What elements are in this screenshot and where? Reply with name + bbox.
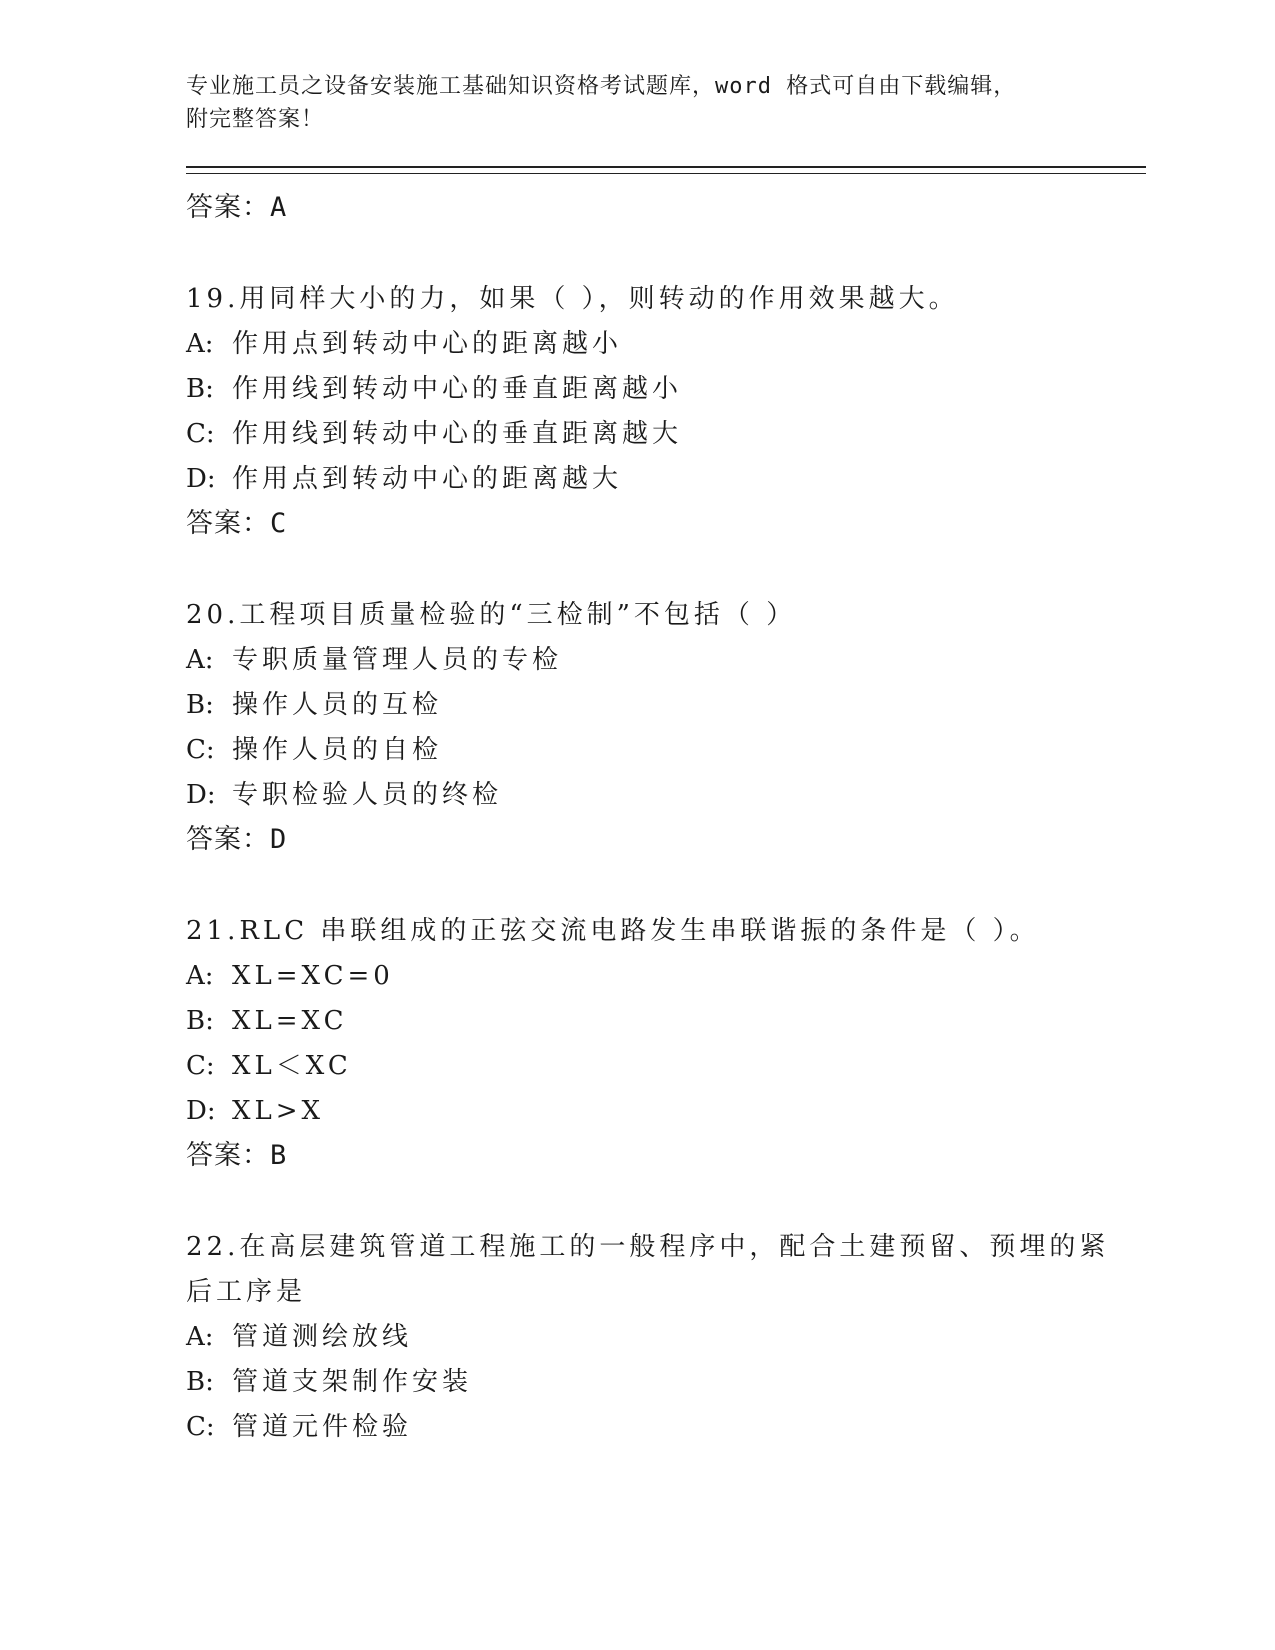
option-letter: A: bbox=[186, 1322, 214, 1352]
option-d bbox=[186, 1089, 1146, 1134]
option-text: 管道测绘放线 bbox=[232, 1322, 413, 1352]
option-text: 作用点到转动中心的距离越小 bbox=[232, 329, 623, 359]
option-letter: B: bbox=[186, 374, 214, 404]
option-c bbox=[186, 728, 1146, 773]
question-block bbox=[186, 1225, 1146, 1450]
option-d bbox=[186, 773, 1146, 818]
document-page bbox=[186, 70, 1146, 1450]
option-letter: D: bbox=[186, 464, 216, 494]
option-a bbox=[186, 638, 1146, 683]
option-letter: D: bbox=[186, 780, 216, 810]
question-block bbox=[186, 277, 1146, 546]
option-text: 专职检验人员的终检 bbox=[232, 780, 503, 810]
option-b bbox=[186, 999, 1146, 1044]
option-text: 作用线到转动中心的垂直距离越大 bbox=[232, 419, 683, 449]
option-letter: A: bbox=[186, 329, 214, 359]
option-a bbox=[186, 1315, 1146, 1360]
option-letter: B: bbox=[186, 1367, 214, 1397]
answer-line: 答案：B bbox=[186, 1140, 288, 1171]
option-letter: C: bbox=[186, 1412, 215, 1442]
option-a bbox=[186, 954, 1146, 999]
option-text: XL=XC bbox=[232, 1006, 348, 1036]
answer-line: 答案：C bbox=[186, 508, 288, 539]
option-text: XL=XC=0 bbox=[232, 961, 394, 991]
header-divider bbox=[186, 166, 1146, 174]
question-block bbox=[186, 909, 1146, 1178]
question-stem: 19.用同样大小的力，如果（ ），则转动的作用效果越大。 bbox=[186, 284, 959, 314]
document-header: 专业施工员之设备安装施工基础知识资格考试题库，word 格式可自由下载编辑， 附完整答案！ bbox=[186, 74, 1017, 132]
option-c bbox=[186, 1044, 1146, 1089]
option-text: 专职质量管理人员的专检 bbox=[232, 645, 563, 675]
option-letter: C: bbox=[186, 419, 215, 449]
option-letter: A: bbox=[186, 645, 214, 675]
option-text: 管道元件检验 bbox=[232, 1412, 413, 1442]
answer-line: 答案：A bbox=[186, 192, 288, 223]
option-letter: C: bbox=[186, 735, 215, 765]
option-letter: C: bbox=[186, 1051, 215, 1081]
option-text: XL＜XC bbox=[232, 1051, 352, 1081]
option-b bbox=[186, 683, 1146, 728]
option-text: 操作人员的自检 bbox=[232, 735, 443, 765]
option-letter: A: bbox=[186, 961, 214, 991]
option-text: 作用线到转动中心的垂直距离越小 bbox=[232, 374, 683, 404]
option-letter: B: bbox=[186, 690, 214, 720]
option-text: XL>X bbox=[232, 1096, 325, 1126]
option-letter: B: bbox=[186, 1006, 214, 1036]
question-stem: 22.在高层建筑管道工程施工的一般程序中，配合土建预留、预埋的紧 后工序是 bbox=[186, 1232, 1110, 1307]
answer-line: 答案：D bbox=[186, 824, 288, 855]
option-text: 操作人员的互检 bbox=[232, 690, 443, 720]
option-b bbox=[186, 367, 1146, 412]
option-a bbox=[186, 322, 1146, 367]
option-c bbox=[186, 412, 1146, 457]
question-stem: 20.工程项目质量检验的“三检制”不包括（ ） bbox=[186, 600, 797, 630]
option-c bbox=[186, 1405, 1146, 1450]
option-d bbox=[186, 457, 1146, 502]
option-text: 管道支架制作安装 bbox=[232, 1367, 473, 1397]
question-block bbox=[186, 593, 1146, 862]
option-b bbox=[186, 1360, 1146, 1405]
option-text: 作用点到转动中心的距离越大 bbox=[232, 464, 623, 494]
question-stem: 21.RLC 串联组成的正弦交流电路发生串联谐振的条件是（ ）。 bbox=[186, 916, 1040, 946]
option-letter: D: bbox=[186, 1096, 216, 1126]
